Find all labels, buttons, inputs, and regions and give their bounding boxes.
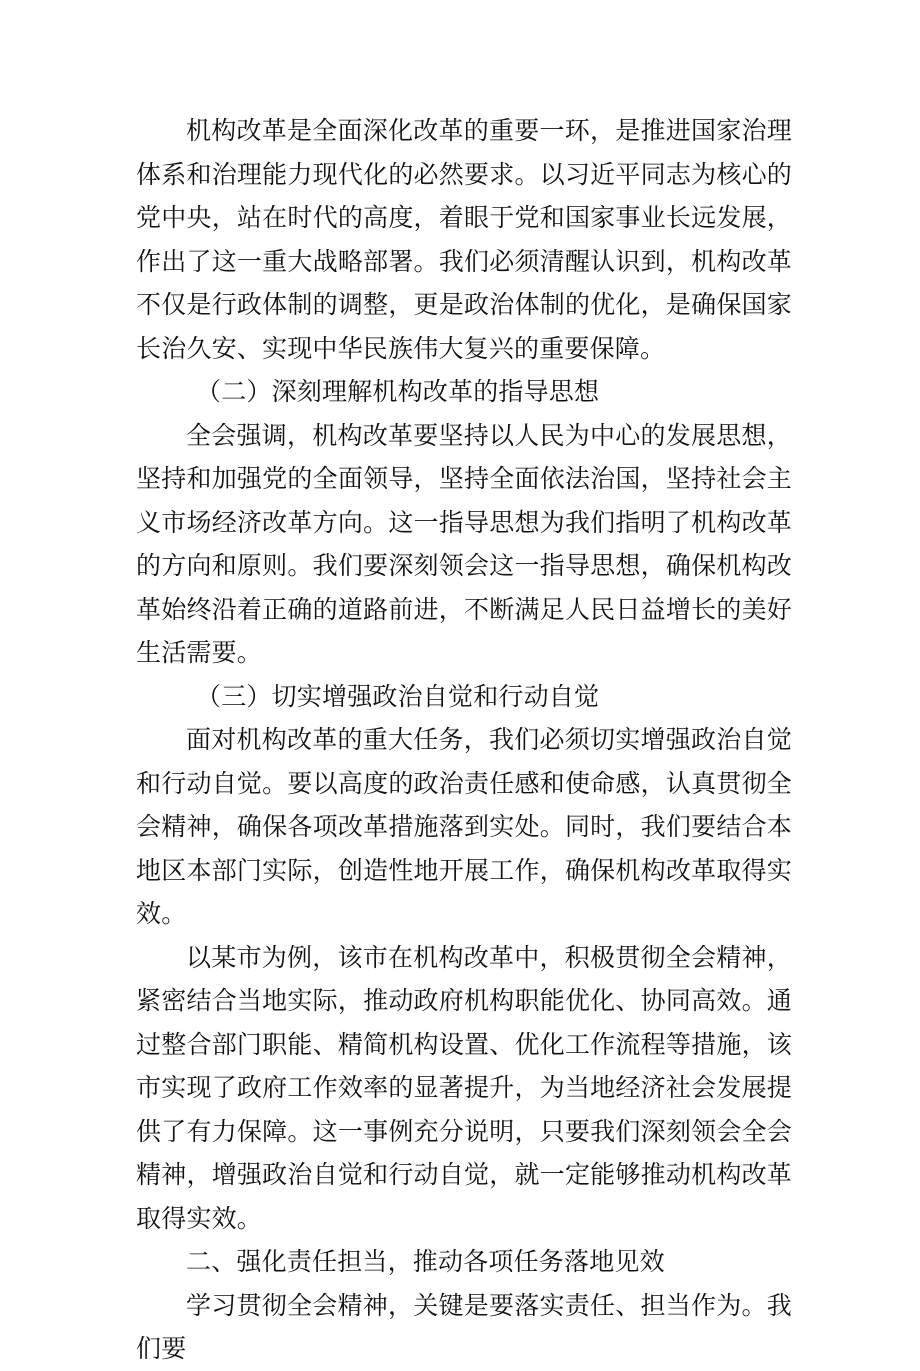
paragraph-reform-importance: 机构改革是全面深化改革的重要一环，是推进国家治理体系和治理能力现代化的必然要求。以习近平同志为核心的党中央，站在时代的高度，着眼于党和国家事业长远发展，作出了这一重大战略部署。我们必须清醒认识到，机构改革不仅是行政体制的调整，更是政治体制的优化，是确保国家长治久安、实现中华民族伟大复兴的重要保障。 <box>136 116 792 363</box>
section-heading-responsibility: 二、强化责任担当，推动各项任务落地见效 <box>186 1247 665 1276</box>
paragraph-guiding-thought: 全会强调，机构改革要坚持以人民为中心的发展思想，坚持和加强党的全面领导，坚持全面依法治国，坚持社会主义市场经济改革方向。这一指导思想为我们指明了机构改革的方向和原则。我们要深刻领会这一指导思想，确保机构改革始终沿着正确的道路前进，不断满足人民日益增长的美好生活需要。 <box>136 420 792 667</box>
section-heading-guiding-thought: （二）深刻理解机构改革的指导思想 <box>196 377 600 406</box>
section-heading-political-awareness: （三）切实增强政治自觉和行动自觉 <box>196 681 600 711</box>
paragraph-political-awareness: 面对机构改革的重大任务，我们必须切实增强政治自觉和行动自觉。要以高度的政治责任感和使命感，认真贯彻全会精神，确保各项改革措施落到实处。同时，我们要结合本地区本部门实际，创造性地开展工作，确保机构改革取得实效。 <box>136 725 792 928</box>
document-body <box>136 109 792 1371</box>
paragraph-city-example: 以某市为例，该市在机构改革中，积极贯彻全会精神，紧密结合当地实际，推动政府机构职能优化、协同高效。通过整合部门职能、精简机构设置、优化工作流程等措施，该市实现了政府工作效率的显著提升，为当地经济社会发展提供了有力保障。这一事例充分说明，只要我们深刻领会全会精神，增强政治自觉和行动自觉，就一定能够推动机构改革取得实效。 <box>136 942 792 1233</box>
paragraph-responsibility-intro: 学习贯彻全会精神，关键是要落实责任、担当作为。我们要 <box>136 1290 792 1363</box>
